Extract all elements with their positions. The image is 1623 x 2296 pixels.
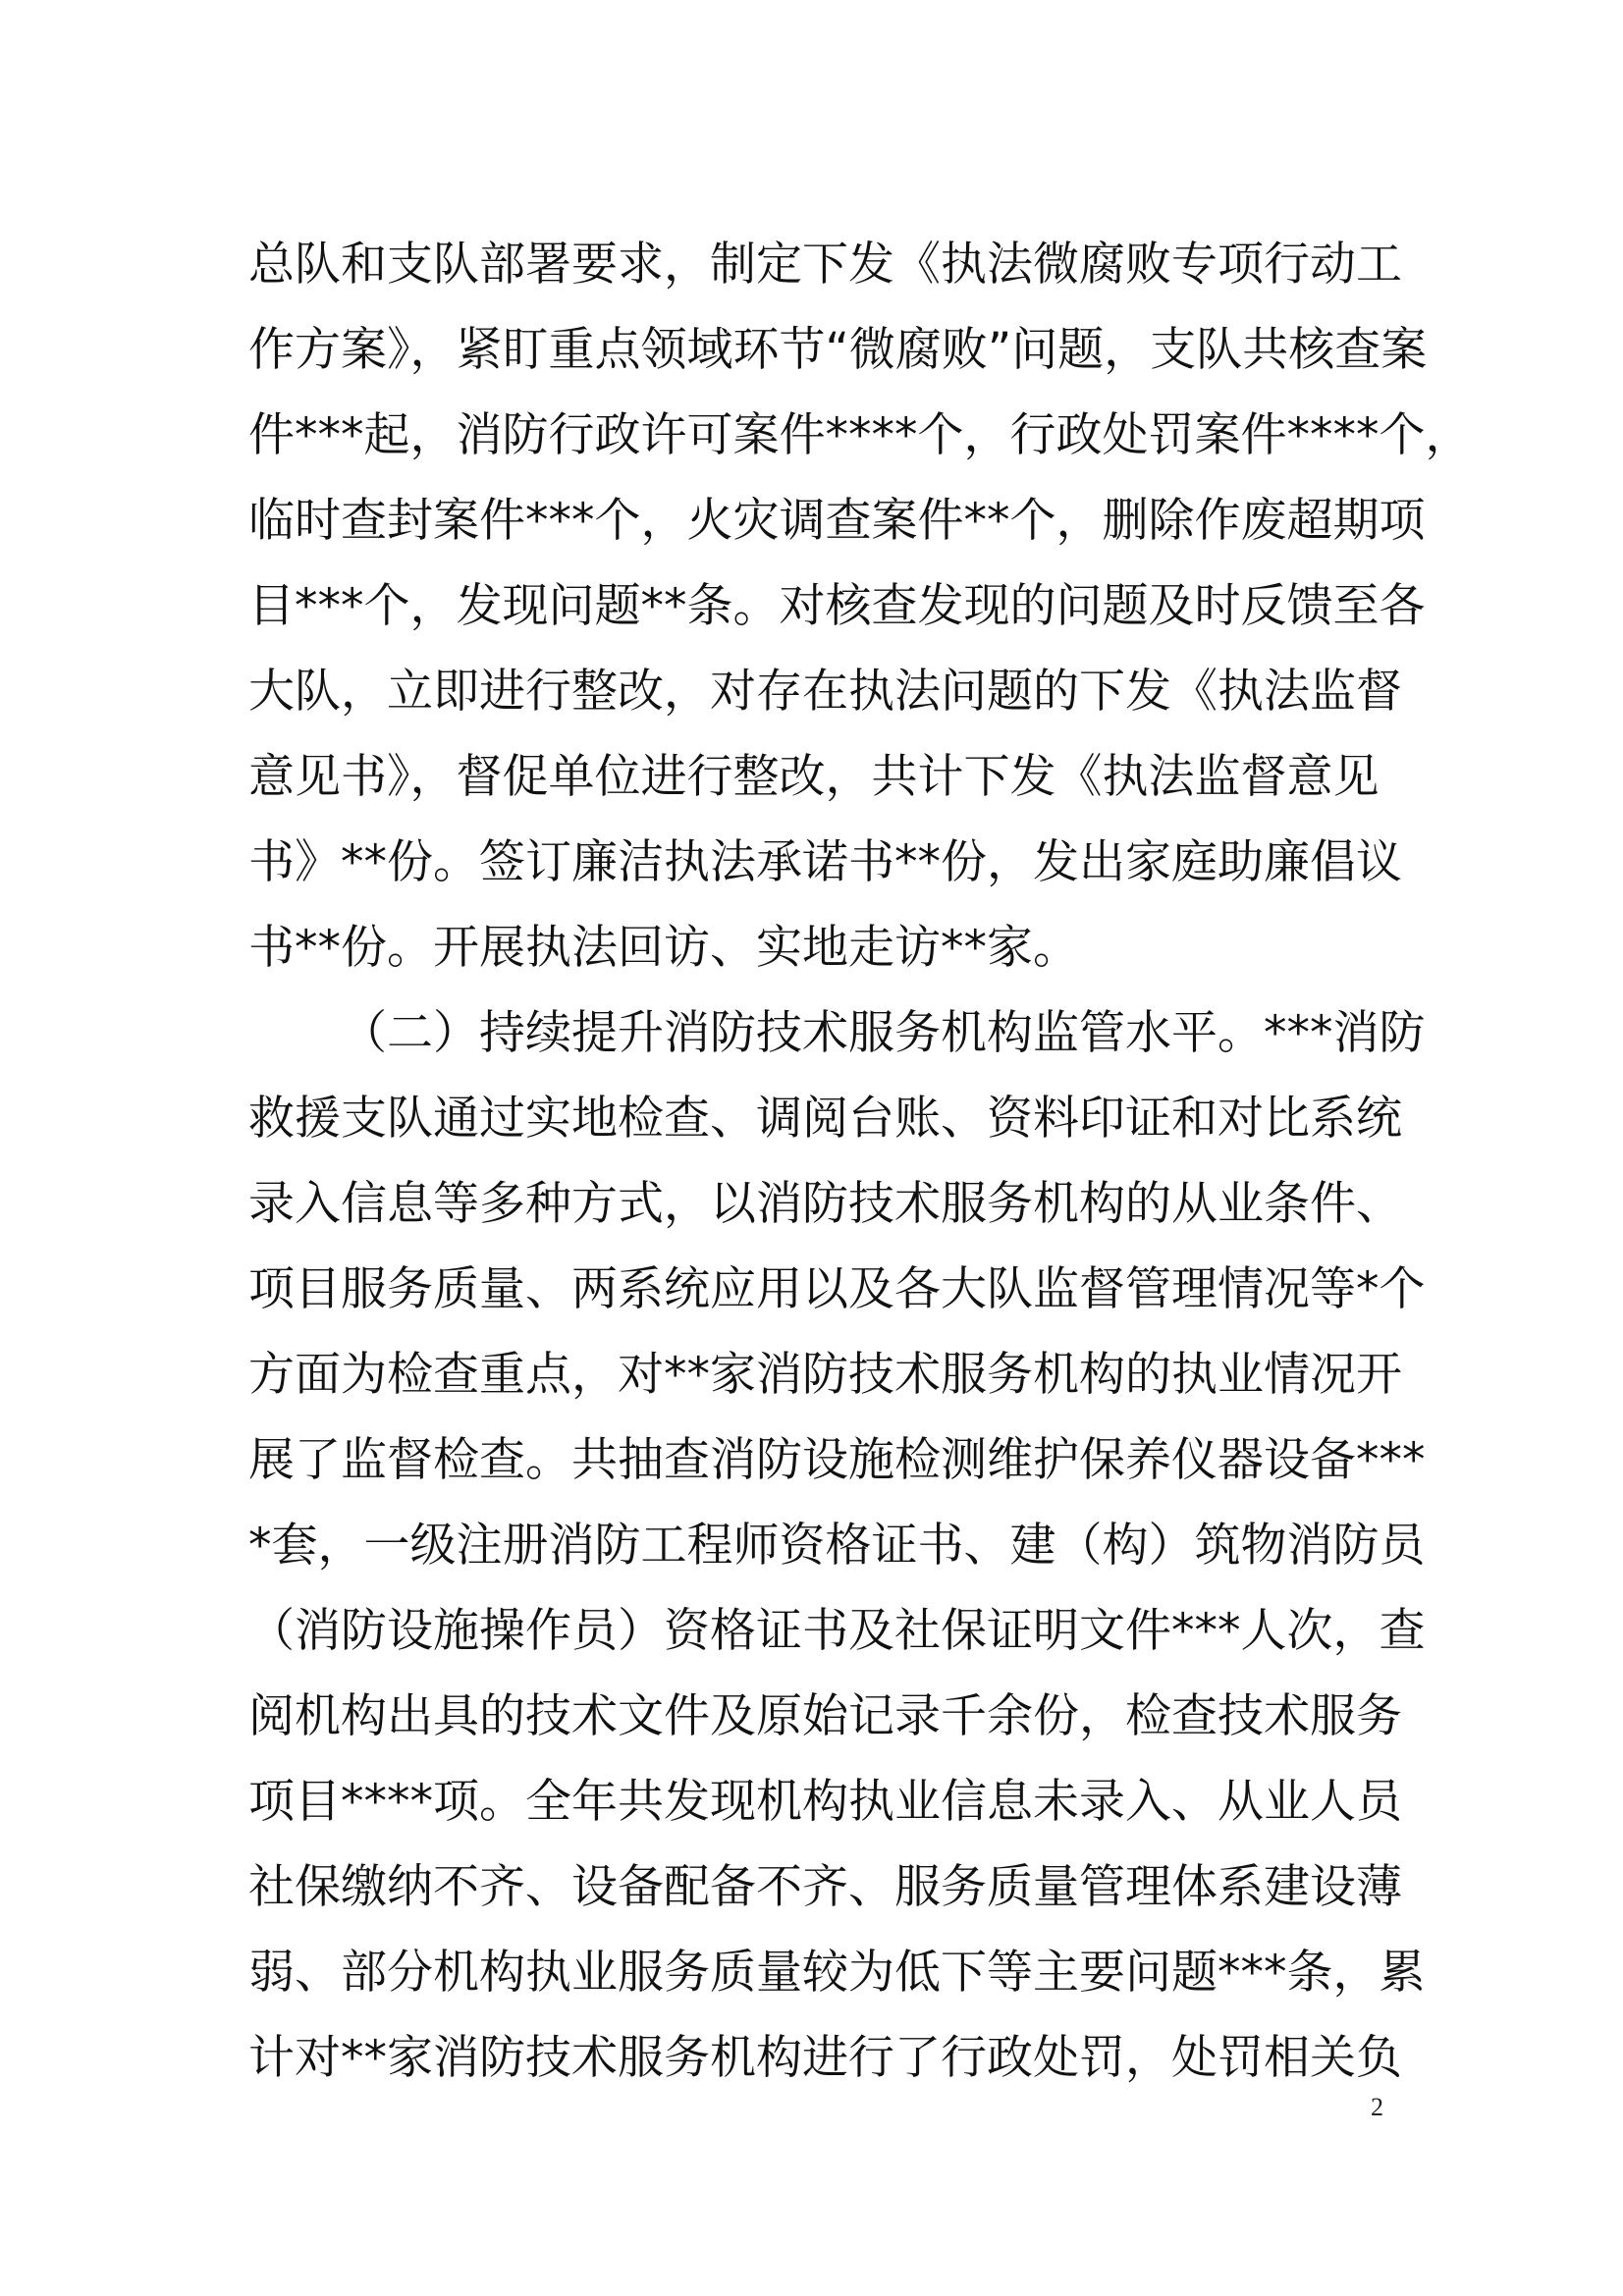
- text-line: 阅机构出具的技术文件及原始记录千余份，检查技术服务: [248, 1689, 1402, 1743]
- text-line: 书**份。开展执法回访、实地走访**家。: [248, 921, 1079, 975]
- text-line: （消防设施操作员）资格证书及社保证明文件***人次，查: [248, 1604, 1426, 1658]
- text-line: 大队，立即进行整改，对存在执法问题的下发《执法监督: [248, 665, 1402, 719]
- body-text: [248, 222, 1472, 2101]
- text-line: 弱、部分机构执业服务质量较为低下等主要问题***条，累: [248, 1946, 1426, 2000]
- text-line: 计对**家消防技术服务机构进行了行政处罚，处罚相关负: [248, 2031, 1402, 2085]
- text-line: 作方案》，紧盯重点领域环节“微腐败”问题，支队共核查案: [248, 323, 1428, 377]
- text-line: 展了监督检查。共抽查消防设施检测维护保养仪器设备***: [248, 1433, 1426, 1487]
- text-line: 方面为检查重点，对**家消防技术服务机构的执业情况开: [248, 1348, 1402, 1402]
- text-line: 录入信息等多种方式，以消防技术服务机构的从业条件、: [248, 1177, 1402, 1231]
- text-line: 项目****项。全年共发现机构执业信息未录入、从业人员: [248, 1775, 1402, 1829]
- text-line: 项目服务质量、两系统应用以及各大队监督管理情况等*个: [248, 1262, 1426, 1316]
- text-line: 件***起，消防行政许可案件****个，行政处罚案件****个，: [248, 408, 1472, 462]
- text-line: 目***个，发现问题**条。对核查发现的问题及时反馈至各: [248, 579, 1426, 633]
- text-line: 总队和支队部署要求，制定下发《执法微腐败专项行动工: [248, 238, 1402, 292]
- text-line: 意见书》，督促单位进行整改，共计下发《执法监督意见: [248, 750, 1380, 804]
- page-number: 2: [1371, 2093, 1383, 2121]
- text-line: *套，一级注册消防工程师资格证书、建（构）筑物消防员: [248, 1519, 1426, 1573]
- text-line: 社保缴纳不齐、设备配备不齐、服务质量管理体系建设薄: [248, 1860, 1402, 1914]
- text-line: 临时查封案件***个，火灾调查案件**个，删除作废超期项: [248, 494, 1426, 548]
- section-heading-line: （二）持续提升消防技术服务机构监管水平。***消防: [341, 1006, 1426, 1060]
- text-line: 书》**份。签订廉洁执法承诺书**份，发出家庭助廉倡议: [248, 835, 1402, 889]
- text-line: 救援支队通过实地检查、调阅台账、资料印证和对比系统: [248, 1092, 1402, 1146]
